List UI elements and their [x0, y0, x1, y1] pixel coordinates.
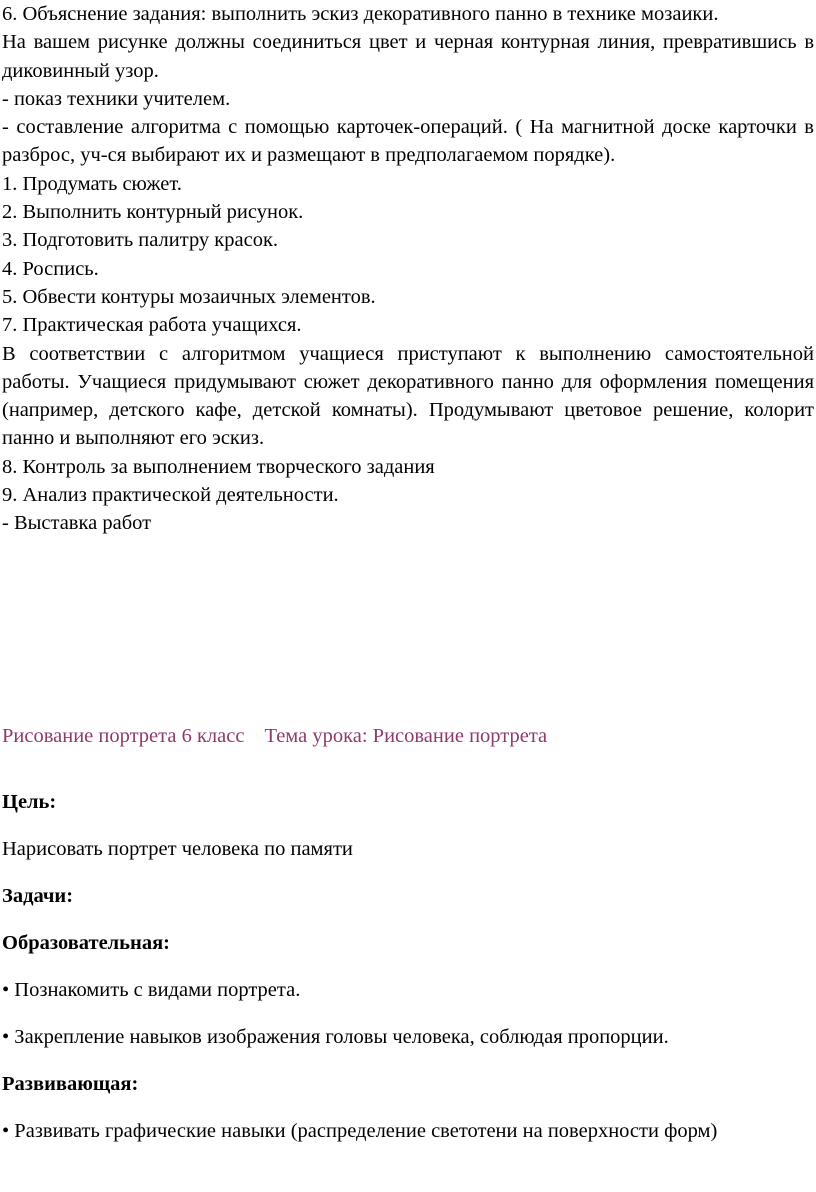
step-6-paragraph: 6. Объяснение задания: выполнить эскиз декоративного панно в технике мозаики. [2, 3, 719, 25]
educational-item-2: • Закрепление навыков изображения головы человека, соблюдая пропорции. [2, 1026, 669, 1048]
goal-heading: Цель: [2, 791, 57, 813]
algorithm-step-3: 3. Подготовить палитру красок. [2, 229, 279, 252]
goal-text: Нарисовать портрет человека по памяти [2, 838, 353, 860]
algorithm-step-1: 1. Продумать сюжет. [2, 172, 182, 195]
step-8-line: 8. Контроль за выполнением творческого задания [2, 455, 435, 478]
lesson-title-left: Рисование портрета 6 класс [2, 725, 245, 747]
lesson-steps-block [2, 0, 814, 538]
algorithm-paragraph: - составление алгоритма с помощью карточек-операций. ( На магнитной доске карточки в разброс, уч-ся выбирают их и размещают в предполагаемом порядке). [2, 116, 814, 167]
step-9-line: 9. Анализ практической деятельности. [2, 484, 339, 507]
algorithm-step-2: 2. Выполнить контурный рисунок. [2, 201, 304, 224]
lesson-title-right: Тема урока: Рисование портрета [264, 725, 548, 747]
educational-heading: Образовательная: [2, 932, 170, 954]
algorithm-step-4: 4. Роспись. [2, 257, 99, 280]
algorithm-step-5: 5. Обвести контуры мозаичных элементов. [2, 285, 376, 308]
tasks-heading: Задачи: [2, 885, 74, 907]
practical-work-line: 7. Практическая работа учащихся. [2, 314, 302, 337]
developing-heading: Развивающая: [2, 1073, 139, 1095]
independent-work-paragraph: В соответствии с алгоритмом учащиеся приступают к выполнению самостоятельной работы. Учащиеся придумывают сюжет декоративного панно для оформления помещения (например, детского кафе, детской комнаты). Продумывают цветовое решение, колорит панно и выполняют его эскиз. [2, 342, 814, 450]
exhibition-line: - Выставка работ [2, 512, 152, 535]
developing-item-1: • Развивать графические навыки (распределение светотени на поверхности форм) [2, 1120, 718, 1142]
educational-item-1: • Познакомить с видами портрета. [2, 979, 301, 1001]
pattern-paragraph: На вашем рисунке должны соединиться цвет и черная контурная линия, превратившись в диковинный узор. [2, 31, 814, 82]
lesson-title [2, 722, 547, 750]
teacher-demo-line: - показ техники учителем. [2, 87, 231, 110]
